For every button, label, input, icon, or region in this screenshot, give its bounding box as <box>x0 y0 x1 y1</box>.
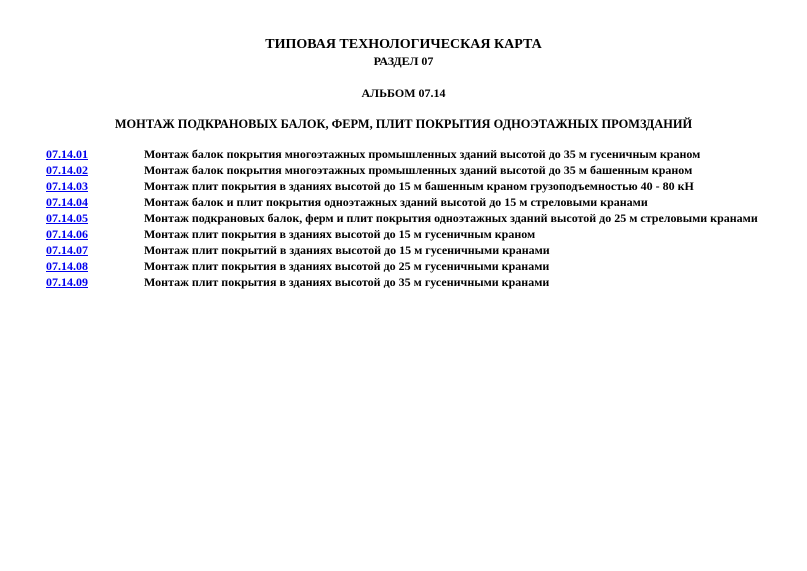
list-item <box>46 242 776 258</box>
document-title-text: Монтаж плит покрытия в зданиях высотой до 35 м гусеничными кранами <box>144 275 550 289</box>
document-link-07-14-04[interactable]: 07.14.04 <box>46 195 88 209</box>
document-title-text: Монтаж балок и плит покрытия одноэтажных зданий высотой до 15 м стреловыми кранами <box>144 195 648 209</box>
document-title-text: Монтаж плит покрытия в зданиях высотой до 15 м гусеничным краном <box>144 227 536 241</box>
document-title-text: Монтаж балок покрытия многоэтажных промышленных зданий высотой до 35 м гусеничным краном <box>144 147 701 161</box>
section-label: РАЗДЕЛ 07 <box>373 54 434 68</box>
document-link-07-14-09[interactable]: 07.14.09 <box>46 275 88 289</box>
document-link-07-14-08[interactable]: 07.14.08 <box>46 259 88 273</box>
list-item <box>46 274 776 290</box>
document-title: ТИПОВАЯ ТЕХНОЛОГИЧЕСКАЯ КАРТА <box>265 37 542 52</box>
document-link-07-14-02[interactable]: 07.14.02 <box>46 163 88 177</box>
document-title-text: Монтаж плит покрытия в зданиях высотой до 25 м гусеничными кранами <box>144 259 550 273</box>
document-title-text: Монтаж балок покрытия многоэтажных промышленных зданий высотой до 35 м башенным краном <box>144 163 693 177</box>
album-label: АЛЬБОМ 07.14 <box>361 86 446 100</box>
list-item <box>46 258 776 274</box>
document-title-text: Монтаж плит покрытия в зданиях высотой до 15 м башенным краном грузоподъемностью 40 - 80 кН <box>144 179 694 193</box>
document-title-text: Монтаж плит покрытий в зданиях высотой до 15 м гусеничными кранами <box>144 243 550 257</box>
document-list <box>46 146 776 290</box>
list-item <box>46 226 776 242</box>
list-item <box>46 194 776 210</box>
album-subject: МОНТАЖ ПОДКРАНОВЫХ БАЛОК, ФЕРМ, ПЛИТ ПОКРЫТИЯ ОДНОЭТАЖНЫХ ПРОМЗДАНИЙ <box>114 117 693 131</box>
document-link-07-14-05[interactable]: 07.14.05 <box>46 211 88 225</box>
document-link-07-14-07[interactable]: 07.14.07 <box>46 243 88 257</box>
list-item <box>46 162 776 178</box>
list-item <box>46 210 776 226</box>
document-link-07-14-03[interactable]: 07.14.03 <box>46 179 88 193</box>
list-item <box>46 178 776 194</box>
document-link-07-14-01[interactable]: 07.14.01 <box>46 147 88 161</box>
document-title-text: Монтаж подкрановых балок, ферм и плит покрытия одноэтажных зданий высотой до 25 м стреловыми кранами <box>144 211 758 225</box>
list-item <box>46 146 776 162</box>
document-link-07-14-06[interactable]: 07.14.06 <box>46 227 88 241</box>
